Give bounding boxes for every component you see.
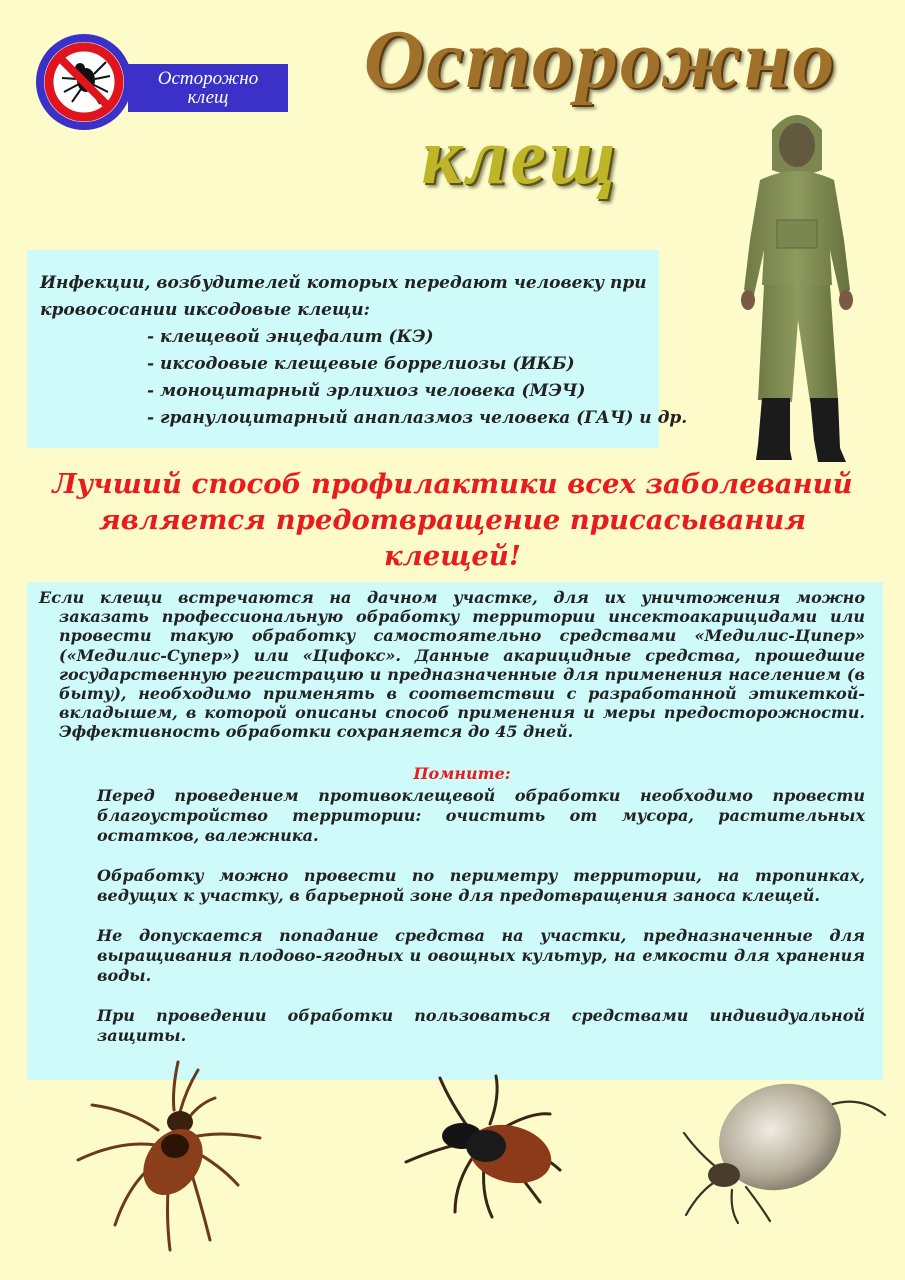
- tick-icon: [70, 1050, 270, 1260]
- logo: [36, 34, 288, 134]
- remember-item: При проведении обработки пользоваться средствами индивидуальной защиты.: [97, 1005, 865, 1045]
- infections-list: [40, 324, 688, 432]
- headline-line3: клещей!: [384, 540, 521, 572]
- list-item: - клещевой энцефалит (КЭ): [147, 324, 647, 351]
- logo-banner: [128, 64, 288, 112]
- remember-label: Помните:: [413, 763, 511, 783]
- list-item: - моноцитарный эрлихиоз человека (МЭЧ): [147, 378, 647, 405]
- page-title-line2: клещ: [421, 113, 619, 201]
- logo-text-line2: клещ: [187, 87, 229, 108]
- no-tick-sign-icon: [36, 34, 132, 130]
- page-title-line1: Осторожно: [363, 13, 837, 106]
- logo-text-line1: Осторожно: [157, 68, 259, 89]
- engorged-tick-icon: [680, 1075, 890, 1225]
- remember-item: Не допускается попадание средства на участки, предназначенные для выращивания плодово-ягодных и овощных культур, на емкости для хранения воды.: [97, 925, 865, 985]
- remember-item: Перед проведением противоклещевой обработки необходимо провести благоустройство территории: очистить от мусора, растительных остатков, валежника.: [97, 785, 865, 845]
- remember-item: Обработку можно провести по периметру территории, на тропинках, ведущих к участку, в барьерной зоне для предотвращения заноса клещей.: [97, 865, 865, 905]
- tick-icon: [400, 1072, 570, 1222]
- protective-suit-man-icon: [722, 100, 872, 480]
- headline-line2: является предотвращение присасывания: [98, 504, 807, 536]
- infections-intro: Инфекции, возбудителей которых передают человеку при кровососании иксодовые клещи:: [40, 273, 647, 320]
- treatment-paragraph: Если клещи встречаются на дачном участке, для их уничтожения можно заказать профессиональную обработку территории инсектоакарицидами или провести такую обработку самостоятельно средствами «Медилис-Ципер» («Медилис-Супер») или «Цифокс». Данные акарицидные средства, прошедшие государственную регистрацию и предназначенные для применения населением (в быту), необходимо применять в соответствии с разработанной этикеткой-вкладышем, в которой описаны способ применения и меры предосторожности. Эффективность обработки сохраняется до 45 дней.: [39, 588, 865, 742]
- prevention-headline: [0, 466, 905, 574]
- list-item: - иксодовые клещевые боррелиозы (ИКБ): [147, 351, 647, 378]
- headline-line1: Лучший способ профилактики всех заболеваний: [52, 468, 853, 500]
- treatment-info-box: [27, 582, 883, 1080]
- list-item: - гранулоцитарный анаплазмоз человека (ГАЧ) и др.: [147, 405, 647, 432]
- infections-box: [27, 250, 688, 448]
